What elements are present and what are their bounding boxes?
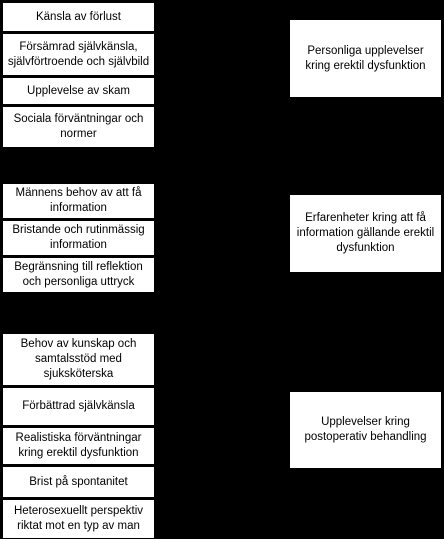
- subtheme-label: Heterosexuellt perspektiv riktat mot en typ av man: [13, 505, 144, 532]
- theme-box: [289, 391, 442, 469]
- theme-box: [289, 194, 442, 273]
- subtheme-box: [2, 387, 155, 426]
- subtheme-label: Förbättrad självkänsla: [22, 400, 135, 412]
- group-3-subthemes: [2, 333, 155, 539]
- theme-label: Personliga upplevelser kring erektil dysfunktion: [305, 44, 426, 72]
- subtheme-box: [2, 33, 155, 76]
- group-2-subthemes: [2, 183, 155, 293]
- subtheme-box: [2, 257, 155, 293]
- subtheme-box: [2, 183, 155, 219]
- subtheme-box: [2, 2, 155, 32]
- group-1-subthemes: [2, 2, 155, 148]
- subtheme-label: Upplevelse av skam: [27, 84, 130, 97]
- subtheme-box: [2, 427, 155, 465]
- subtheme-label: Bristande och rutinmässig information: [12, 224, 145, 251]
- subtheme-label: Sociala förväntningar och normer: [13, 113, 144, 140]
- subtheme-box: [2, 220, 155, 256]
- theme-label: Upplevelser kring postoperativ behandling: [304, 416, 427, 443]
- subtheme-label: Försämrad självkänsla, självförtroende och självbild: [7, 40, 150, 68]
- theme-box: [289, 19, 442, 98]
- subtheme-label: Begränsning till reflektion och personliga uttryck: [14, 261, 143, 288]
- subtheme-label: Realistiska förväntningar kring erektil dysfunktion: [15, 432, 142, 459]
- subtheme-box: [2, 77, 155, 105]
- subtheme-box: [2, 466, 155, 498]
- subtheme-box: [2, 333, 155, 386]
- subtheme-label: Känsla av förlust: [35, 10, 121, 23]
- subtheme-label: Männens behov av att få information: [15, 187, 142, 214]
- subtheme-box: [2, 499, 155, 539]
- subtheme-label: Brist på spontanitet: [29, 475, 128, 488]
- subtheme-box: [2, 106, 155, 148]
- subtheme-label: Behov av kunskap och samtalsstöd med sjuksköterska: [20, 338, 137, 380]
- theme-label: Erfarenheter kring att få information gällande erektil dysfunktion: [296, 212, 435, 254]
